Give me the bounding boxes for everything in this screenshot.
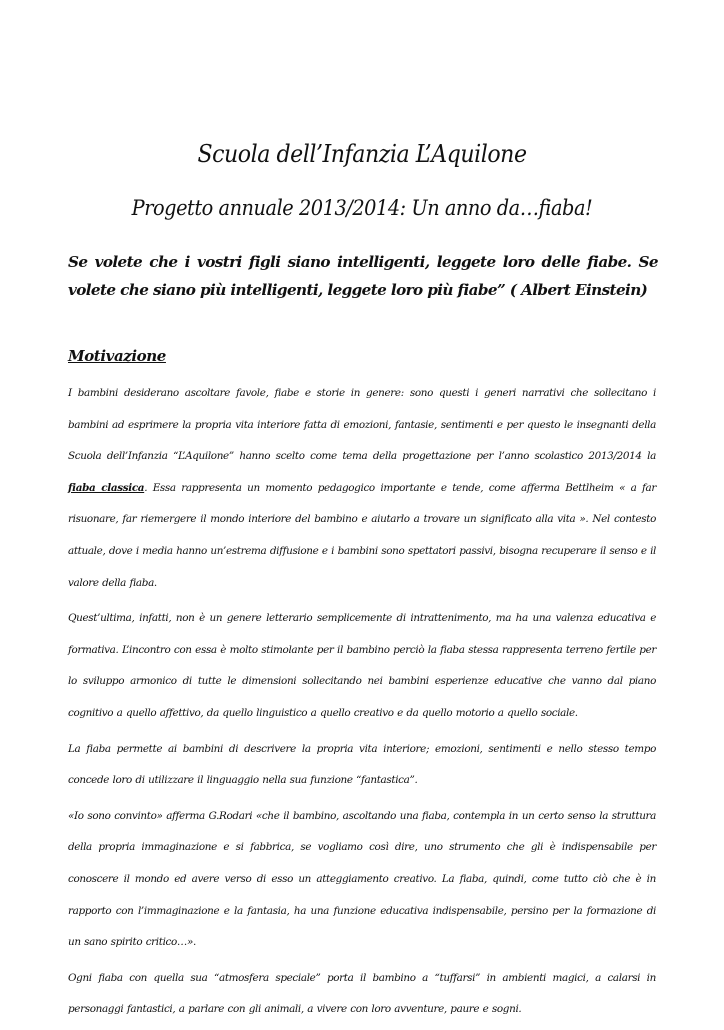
document-body bbox=[68, 378, 656, 1030]
project-subtitle: Progetto annuale 2013/2014: Un anno da…fiaba! bbox=[131, 196, 593, 220]
emphasis-fiaba-classica: fiaba classica bbox=[68, 481, 145, 494]
paragraph-4: «Io sono convinto» afferma G.Rodari «che il bambino, ascoltando una fiaba, contempla in un certo senso la struttura della propria immaginazione e si fabbrica, se vogliamo così dire, uno strumento che gli è indispensabile per conoscere il mondo ed avere verso di esso un atteggiamento creativo. La fiaba, quindi, come tutto ciò che è in rapporto con l’immaginazione e la fantasia, ha una funzione educativa indispensabile, persino per la formazione di un sano spirito critico…». bbox=[68, 809, 656, 949]
einstein-quote: Se volete che i vostri figli siano intelligenti, leggete loro delle fiabe. Se volete che siano più intelligenti, leggete loro più fiabe” ( Albert Einstein) bbox=[68, 253, 658, 299]
paragraph-1-text-end: . Essa rappresenta un momento pedagogico importante e tende, come afferma Bettlheim « a far risuonare, far riemergere il mondo interiore del bambino e aiutarlo a trovare un significato alla vita ». Nel contesto attuale, dove i media hanno un’estrema diffusione e i bambini sono spettatori passivi, bisogna recuperare il senso e il valore della fiaba. bbox=[68, 481, 657, 589]
paragraph-3: La fiaba permette ai bambini di descrivere la propria vita interiore; emozioni, sentimenti e nello stesso tempo concede loro di utilizzare il linguaggio nella sua funzione “fantastica”. bbox=[68, 742, 656, 787]
paragraph-1 bbox=[68, 378, 656, 599]
paragraph-1-text-start: I bambini desiderano ascoltare favole, fiabe e storie in genere: sono questi i generi narrativi che sollecitano i bambini ad esprimere la propria vita interiore fatta di emozioni, fantasie, sentimenti e per questo le insegnanti della Scuola dell’Infanzia “L’Aquilone” hanno scelto come tema della progettazione per l’anno scolastico 2013/2014 la bbox=[68, 387, 656, 463]
paragraph-2: Quest’ultima, infatti, non è un genere letterario semplicemente di intrattenimento, ma ha una valenza educativa e formativa. L’incontro con essa è molto stimolante per il bambino perciò la fiaba stessa rappresenta terreno fertile per lo sviluppo armonico di tutte le dimensioni sollecitando nei bambini esperienze educative che vanno dal piano cognitivo a quello affettivo, da quello linguistico a quello creativo e da quello motorio a quello sociale. bbox=[68, 612, 656, 719]
school-title: Scuola dell’Infanzia L’Aquilone bbox=[197, 140, 527, 168]
section-heading-motivazione: Motivazione bbox=[68, 347, 166, 365]
paragraph-5: Ogni fiaba con quella sua “atmosfera speciale” porta il bambino a “tuffarsi” in ambienti magici, a calarsi in personaggi fantastici, a parlare con gli animali, a vivere con loro avventure, paure e sogni. bbox=[68, 971, 656, 1016]
